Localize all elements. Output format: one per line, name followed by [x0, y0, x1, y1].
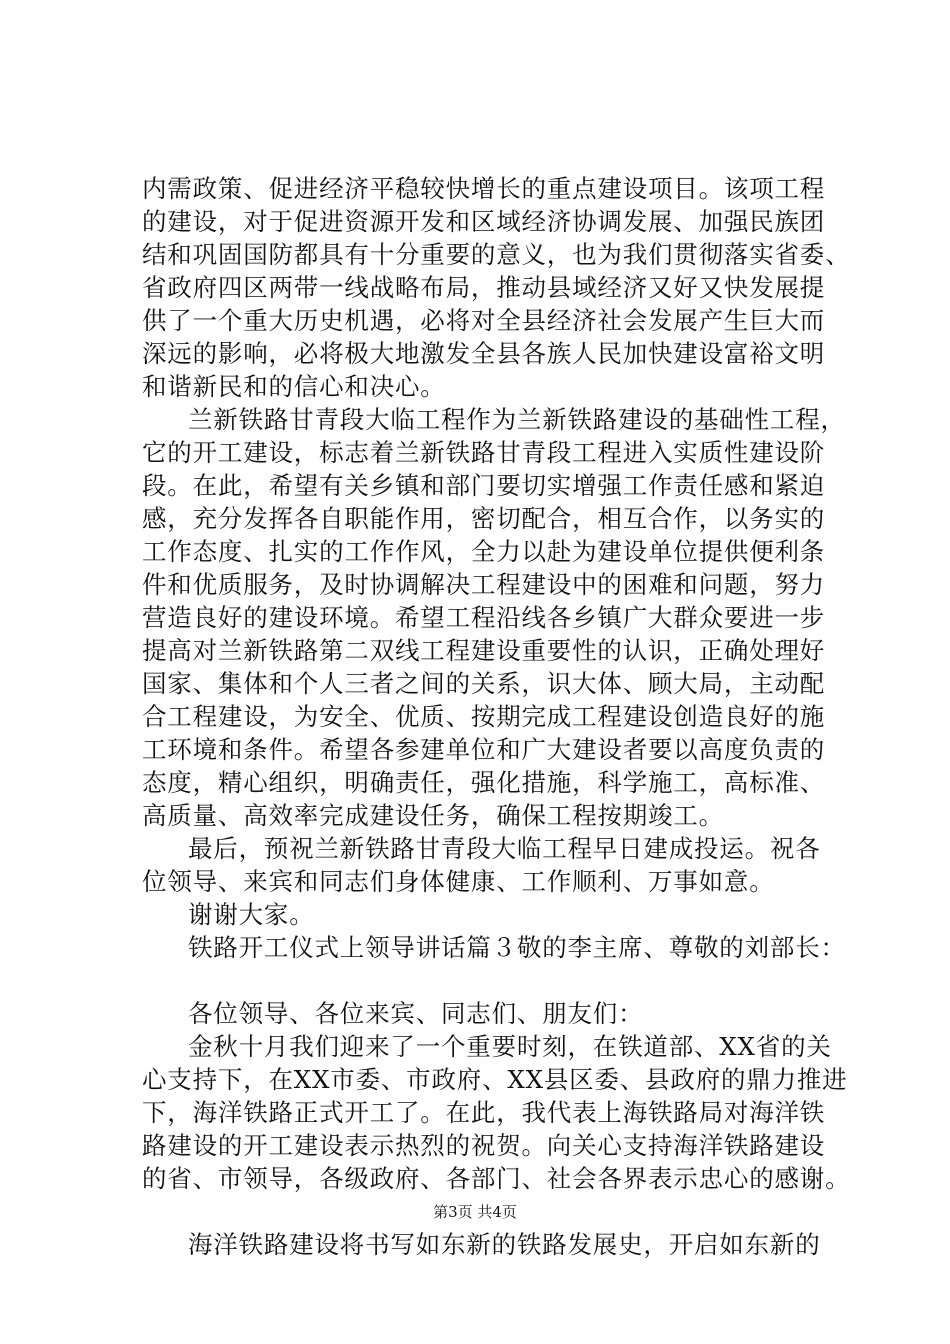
text-line: 结和巩固国防都具有十分重要的意义，也为我们贯彻落实省委、 — [142, 240, 851, 269]
text-line: 提高对兰新铁路第二双线工程建设重要性的认识，正确处理好 — [142, 636, 826, 665]
text-line: 营造良好的建设环境。希望工程沿线各乡镇广大群众要进一步 — [142, 603, 826, 632]
text-line: 位领导、来宾和同志们身体健康、工作顺利、万事如意。 — [142, 867, 775, 896]
paragraph-start-line: 最后，预祝兰新铁路甘青段大临工程早日建成投运。祝各 — [188, 834, 821, 863]
text-line: 态度，精心组织，明确责任，强化措施，科学施工，高标准、 — [142, 768, 826, 797]
section-heading-line: 铁路开工仪式上领导讲话篇３敬的李主席、尊敬的刘部长： — [188, 933, 846, 962]
text-line: 内需政策、促进经济平稳较快增长的重点建设项目。该项工程 — [142, 174, 826, 203]
page-footer: 第3页 共4页 — [433, 1203, 517, 1221]
text-line: 路建设的开工建设表示热烈的祝贺。向关心支持海洋铁路建设 — [142, 1131, 826, 1160]
text-line: 下，海洋铁路正式开工了。在此，我代表上海铁路局对海洋铁 — [142, 1098, 826, 1127]
paragraph-start-line: 海洋铁路建设将书写如东新的铁路发展史，开启如东新的 — [188, 1230, 821, 1259]
paragraph-start-line: 兰新铁路甘青段大临工程作为兰新铁路建设的基础性工程， — [188, 405, 846, 434]
text-line: 供了一个重大历史机遇，必将对全县经济社会发展产生巨大而 — [142, 306, 826, 335]
text-line: 件和优质服务，及时协调解决工程建设中的困难和问题，努力 — [142, 570, 826, 599]
text-line: 心支持下，在XX市委、市政府、XX县区委、县政府的鼎力推进 — [142, 1065, 848, 1094]
text-line: 工作态度、扎实的工作作风，全力以赴为建设单位提供便利条 — [142, 537, 826, 566]
text-line: 它的开工建设，标志着兰新铁路甘青段工程进入实质性建设阶 — [142, 438, 826, 467]
text-line: 高质量、高效率完成建设任务，确保工程按期竣工。 — [142, 801, 724, 830]
text-line: 段。在此，希望有关乡镇和部门要切实增强工作责任感和紧迫 — [142, 471, 826, 500]
text-line: 和谐新民和的信心和决心。 — [142, 372, 446, 401]
text-line: 合工程建设，为安全、优质、按期完成工程建设创造良好的施 — [142, 702, 826, 731]
document-body — [142, 172, 851, 1261]
paragraph-start-line: 金秋十月我们迎来了一个重要时刻，在铁道部、XX省的关 — [188, 1032, 832, 1061]
text-line: 的省、市领导，各级政府、各部门、社会各界表示忠心的感谢。 — [142, 1164, 851, 1193]
text-line: 省政府四区两带一线战略布局，推动县域经济又好又快发展提 — [142, 273, 826, 302]
text-line: 感，充分发挥各自职能作用，密切配合，相互合作，以务实的 — [142, 504, 826, 533]
text-line: 工环境和条件。希望各参建单位和广大建设者要以高度负责的 — [142, 735, 826, 764]
text-line: 的建设，对于促进资源开发和区域经济协调发展、加强民族团 — [142, 207, 826, 236]
text-line: 国家、集体和个人三者之间的关系，识大体、顾大局，主动配 — [142, 669, 826, 698]
greeting-line: 各位领导、各位来宾、同志们、朋友们： — [188, 999, 644, 1028]
text-line: 深远的影响，必将极大地激发全县各族人民加快建设富裕文明 — [142, 339, 826, 368]
paragraph-start-line: 谢谢大家。 — [188, 900, 315, 929]
blank-line — [142, 964, 842, 997]
